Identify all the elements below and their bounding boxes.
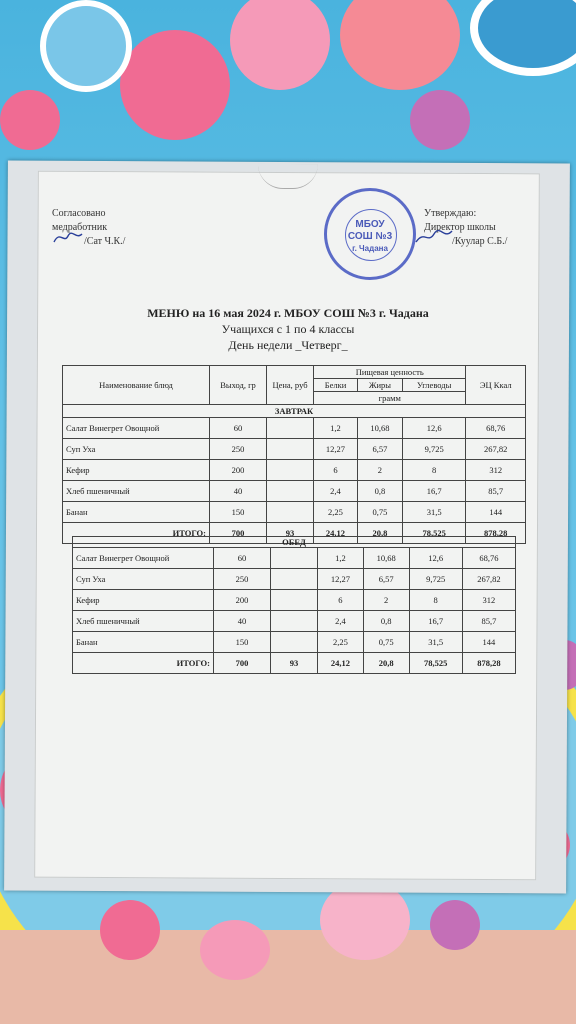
table-cell-name: Суп Уха	[63, 439, 210, 460]
table-cell-c: 31,5	[409, 632, 462, 653]
col-output: Выход, гр	[210, 366, 267, 405]
table-cell-out: 150	[210, 502, 267, 523]
flower-decoration	[120, 30, 230, 140]
menu-subtitle: Учащихся с 1 по 4 классы	[221, 322, 355, 336]
table-cell-out: 200	[214, 590, 271, 611]
table-cell-price	[267, 439, 314, 460]
table-cell-price	[267, 502, 314, 523]
table-cell-p: 2,4	[314, 481, 358, 502]
table-cell-p: 1,2	[314, 418, 358, 439]
table-cell-p: 2,4	[318, 611, 364, 632]
table-cell-out: 40	[210, 481, 267, 502]
signature-icon	[52, 230, 84, 246]
table-cell-f: 10,68	[363, 548, 409, 569]
table-cell-out: 60	[210, 418, 267, 439]
lunch-table	[72, 536, 516, 674]
table-cell-e: 85,7	[462, 611, 515, 632]
table-cell-p: 6	[314, 460, 358, 481]
table-cell-f: 2	[363, 590, 409, 611]
lunch-label: ОБЕД	[73, 537, 516, 548]
table-cell-price	[267, 460, 314, 481]
signature-icon	[414, 228, 454, 246]
table-row	[73, 569, 516, 590]
table-cell-e: 312	[462, 590, 515, 611]
table-cell-p: 1,2	[318, 548, 364, 569]
breakfast-total-row: ИТОГО: 700 93 24,12 20,8 78,525 878,28	[63, 523, 526, 544]
col-energy: ЭЦ Ккал	[466, 366, 526, 405]
table-cell-name: Хлеб пшеничный	[63, 481, 210, 502]
table-row	[63, 460, 526, 481]
table-cell-name: Кефир	[73, 590, 214, 611]
table-cell-c: 12,6	[409, 548, 462, 569]
table-cell-e: 144	[466, 502, 526, 523]
table-cell-name: Кефир	[63, 460, 210, 481]
flower-decoration	[410, 90, 470, 150]
table-cell-price	[267, 418, 314, 439]
table-row	[63, 502, 526, 523]
table-cell-c: 8	[409, 590, 462, 611]
col-nutrition: Пищевая ценность	[314, 366, 466, 379]
col-price: Цена, руб	[267, 366, 314, 405]
table-cell-c: 9,725	[402, 439, 466, 460]
menu-title: МЕНЮ на 16 мая 2024 г. МБОУ СОШ №3 г. Чадана	[147, 306, 429, 320]
table-cell-e: 85,7	[466, 481, 526, 502]
menu-day: День недели _Четверг_	[228, 338, 348, 352]
table-cell-f: 10,68	[357, 418, 402, 439]
table-cell-out: 60	[214, 548, 271, 569]
breakfast-label: ЗАВТРАК	[63, 405, 526, 418]
table-cell-f: 2	[357, 460, 402, 481]
breakfast-table	[62, 365, 526, 544]
table-cell-c: 16,7	[409, 611, 462, 632]
flower-decoration	[100, 900, 160, 960]
col-name: Наименование блюд	[63, 366, 210, 405]
table-cell-name: Банан	[73, 632, 214, 653]
table-cell-f: 0,75	[357, 502, 402, 523]
director-label: Директор школы	[424, 222, 496, 233]
table-cell-name: Салат Винегрет Овощной	[73, 548, 214, 569]
table-cell-f: 0,8	[357, 481, 402, 502]
table-cell-price	[271, 632, 318, 653]
table-cell-out: 250	[210, 439, 267, 460]
floor	[0, 930, 576, 1024]
table-cell-p: 2,25	[314, 502, 358, 523]
flower-decoration	[200, 920, 270, 980]
table-cell-name: Салат Винегрет Овощной	[63, 418, 210, 439]
lunch-total-row: ИТОГО: 700 93 24,12 20,8 78,525 878,28	[73, 653, 516, 674]
medic-label: медработник	[52, 222, 108, 233]
table-cell-f: 6,57	[357, 439, 402, 460]
table-cell-f: 0,75	[363, 632, 409, 653]
flower-decoration	[40, 0, 132, 92]
table-row	[73, 590, 516, 611]
approve-label: Утверждаю:	[424, 208, 477, 219]
director-name: /Куулар С.Б./	[452, 236, 508, 247]
table-cell-e: 68,76	[462, 548, 515, 569]
table-cell-price	[271, 548, 318, 569]
table-cell-p: 6	[318, 590, 364, 611]
table-cell-p: 12,27	[314, 439, 358, 460]
table-cell-c: 16,7	[402, 481, 466, 502]
table-cell-name: Суп Уха	[73, 569, 214, 590]
table-cell-e: 68,76	[466, 418, 526, 439]
school-stamp: МБОУ СОШ №3 г. Чадана	[324, 188, 416, 280]
table-cell-price	[271, 611, 318, 632]
table-cell-out: 40	[214, 611, 271, 632]
table-cell-price	[271, 590, 318, 611]
table-row	[63, 439, 526, 460]
table-cell-name: Банан	[63, 502, 210, 523]
table-cell-price	[271, 569, 318, 590]
table-row	[73, 632, 516, 653]
table-cell-name: Хлеб пшеничный	[73, 611, 214, 632]
col-carbs: Углеводы	[402, 379, 466, 392]
table-cell-c: 31,5	[402, 502, 466, 523]
table-cell-e: 144	[462, 632, 515, 653]
col-proteins: Белки	[314, 379, 358, 392]
table-cell-p: 2,25	[318, 632, 364, 653]
flower-decoration	[0, 90, 60, 150]
col-grams: грамм	[314, 392, 466, 405]
table-cell-e: 267,82	[462, 569, 515, 590]
table-cell-f: 6,57	[363, 569, 409, 590]
table-cell-out: 200	[210, 460, 267, 481]
table-cell-c: 12,6	[402, 418, 466, 439]
table-cell-c: 8	[402, 460, 466, 481]
table-row	[63, 418, 526, 439]
table-cell-e: 267,82	[466, 439, 526, 460]
table-cell-e: 312	[466, 460, 526, 481]
flower-decoration	[430, 900, 480, 950]
table-row	[63, 481, 526, 502]
table-cell-f: 0,8	[363, 611, 409, 632]
table-row	[73, 548, 516, 569]
col-fats: Жиры	[357, 379, 402, 392]
table-cell-out: 150	[214, 632, 271, 653]
agreed-label: Согласовано	[52, 208, 106, 219]
table-row	[73, 611, 516, 632]
medic-name: /Сат Ч.К./	[84, 236, 126, 247]
table-cell-out: 250	[214, 569, 271, 590]
table-cell-price	[267, 481, 314, 502]
table-cell-p: 12,27	[318, 569, 364, 590]
table-cell-c: 9,725	[409, 569, 462, 590]
